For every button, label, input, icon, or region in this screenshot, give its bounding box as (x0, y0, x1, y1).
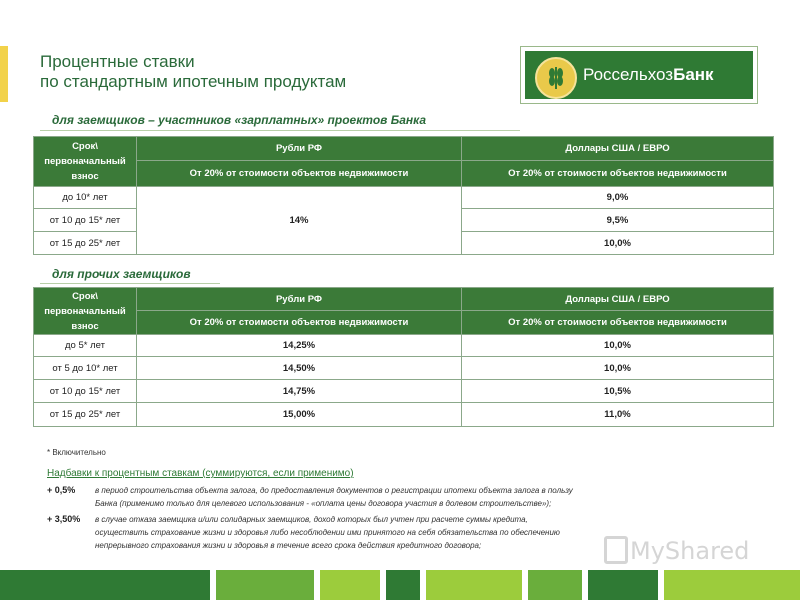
table-row (34, 403, 774, 427)
surcharge-line: Банка (применимо только для целевого использования - «оплата цены договора участия в долевом строительстве»); (95, 499, 552, 508)
rub-rate-cell: 14% (137, 187, 462, 255)
footer-stripe (426, 570, 522, 600)
rub-rate-cell: 14,75% (137, 380, 462, 403)
rates-table-salary (33, 136, 774, 255)
rates-table-other (33, 287, 774, 427)
surcharge-amount: + 3,50% (47, 514, 81, 524)
footer-stripe (664, 570, 800, 600)
table-row (34, 357, 774, 380)
section1-subtitle: для заемщиков – участников «зарплатных» проектов Банка (52, 113, 427, 127)
logo-background (525, 51, 753, 99)
wheat-emblem-icon (535, 57, 577, 99)
rub-rate-cell: 14,50% (137, 357, 462, 380)
watermark-text: MyShared (630, 537, 750, 565)
header-usd: Доллары США / ЕВРО (462, 137, 774, 161)
term-cell: от 10 до 15* лет (34, 209, 137, 232)
footer-stripe (588, 570, 658, 600)
usd-rate-cell: 10,0% (462, 232, 774, 255)
section2-underline (40, 283, 220, 284)
subheader-usd: От 20% от стоимости объектов недвижимости (462, 161, 774, 187)
header-term: Срок\ первоначальный взнос (34, 288, 137, 335)
logo-text (583, 65, 714, 85)
term-cell: до 10* лет (34, 187, 137, 209)
rub-rate-cell: 15,00% (137, 403, 462, 427)
term-cell: от 15 до 25* лет (34, 232, 137, 255)
section1-underline (40, 130, 520, 131)
surcharge-line: в случае отказа заемщика и/или солидарных заемщиков, доход которых был учтен при расчете суммы кредита, (95, 515, 528, 524)
term-cell: до 5* лет (34, 335, 137, 357)
surcharge-line: в период строительства объекта залога, до предоставления документов о регистрации ипотеки объекта залога в пользу (95, 486, 573, 495)
term-cell: от 5 до 10* лет (34, 357, 137, 380)
section2-subtitle: для прочих заемщиков (52, 267, 191, 281)
surcharge-title: Надбавки к процентным ставкам (суммируются, если применимо) (47, 468, 354, 479)
term-cell: от 10 до 15* лет (34, 380, 137, 403)
footer-stripe (0, 570, 210, 600)
table-row (34, 335, 774, 357)
title-line-1: Процентные ставки (40, 52, 195, 71)
footer-stripe (386, 570, 420, 600)
page-title (40, 52, 460, 92)
surcharge-line: осуществить страхование жизни и здоровья либо несоблюдении ими принятого на себя обязательства по обеспечению (95, 528, 560, 537)
subheader-usd: От 20% от стоимости объектов недвижимости (462, 311, 774, 335)
subheader-rub: От 20% от стоимости объектов недвижимости (137, 161, 462, 187)
usd-rate-cell: 9,0% (462, 187, 774, 209)
surcharge-description (95, 484, 735, 510)
subheader-rub: От 20% от стоимости объектов недвижимости (137, 311, 462, 335)
usd-rate-cell: 9,5% (462, 209, 774, 232)
surcharge-amount: + 0,5% (47, 485, 76, 495)
header-usd: Доллары США / ЕВРО (462, 288, 774, 311)
table-row (34, 187, 774, 209)
header-rub: Рубли РФ (137, 288, 462, 311)
usd-rate-cell: 10,5% (462, 380, 774, 403)
term-cell: от 15 до 25* лет (34, 403, 137, 427)
header-rub: Рубли РФ (137, 137, 462, 161)
footer-stripe (528, 570, 582, 600)
usd-rate-cell: 10,0% (462, 357, 774, 380)
usd-rate-cell: 11,0% (462, 403, 774, 427)
logo-text-regular: Россельхоз (583, 65, 674, 84)
footer-stripe (216, 570, 314, 600)
table-row (34, 380, 774, 403)
footer-stripe (320, 570, 380, 600)
rub-rate-cell: 14,25% (137, 335, 462, 357)
usd-rate-cell: 10,0% (462, 335, 774, 357)
header-term: Срок\ первоначальный взнос (34, 137, 137, 187)
watermark-icon (604, 536, 628, 564)
title-line-2: по стандартным ипотечным продуктам (40, 72, 347, 91)
footnote-inclusive: * Включительно (47, 448, 106, 457)
surcharge-line: непрерывного страхования жизни и здоровья в течение всего срока действия кредитного договора; (95, 541, 482, 550)
accent-bar (0, 46, 8, 102)
bank-logo (520, 46, 758, 104)
logo-text-bold: Банк (673, 65, 714, 84)
